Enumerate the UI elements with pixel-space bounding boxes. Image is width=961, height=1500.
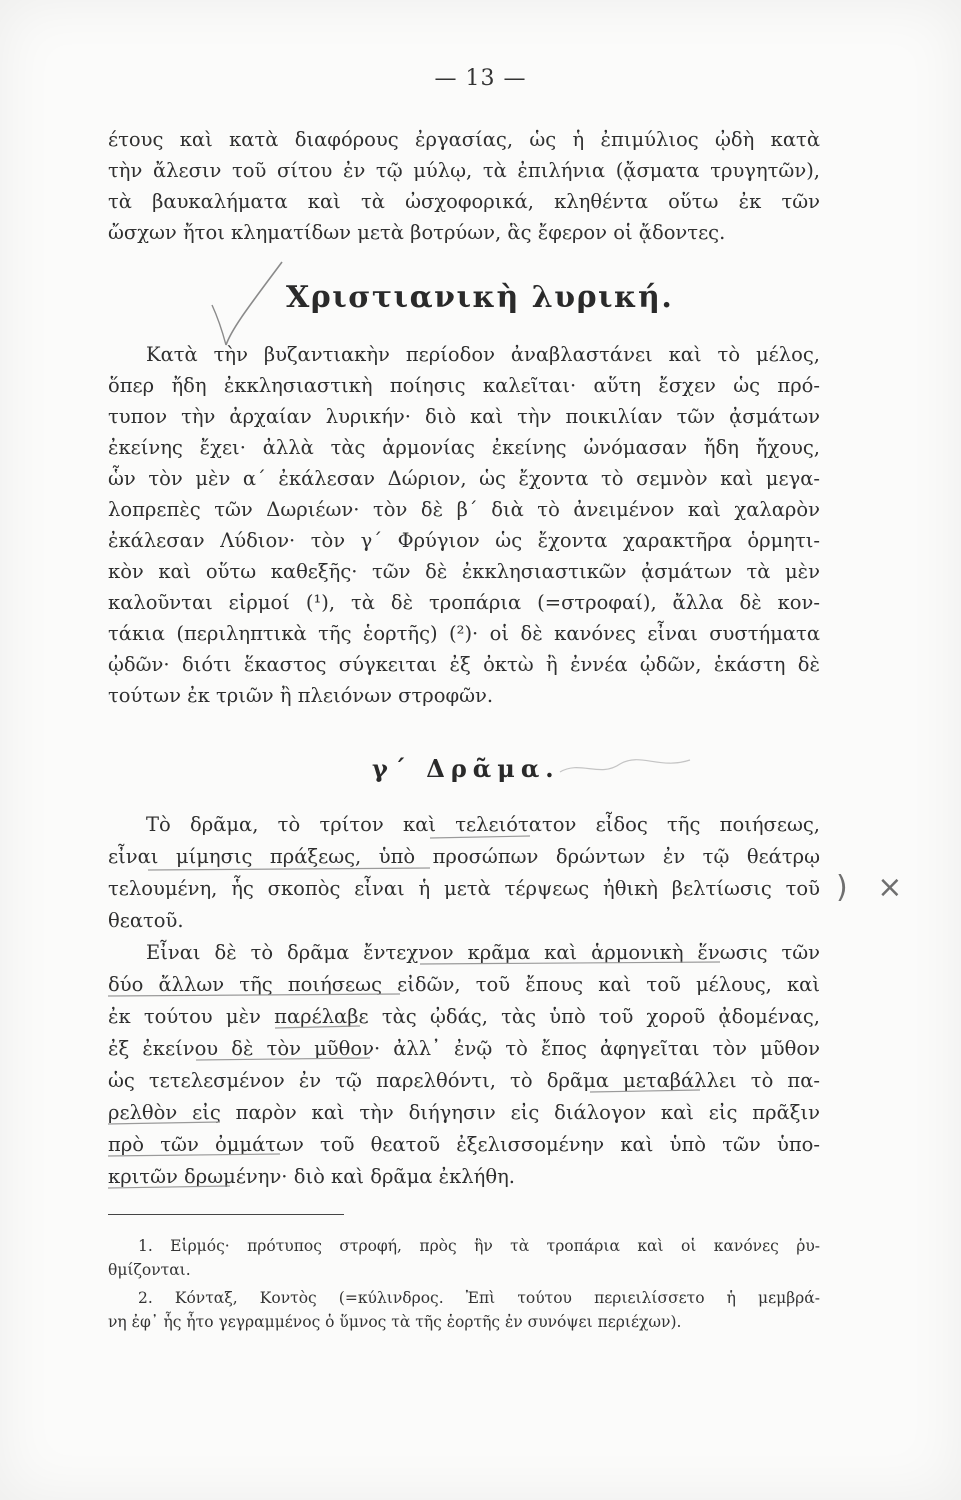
text-line: ὡς τετελεσμένον ἐν τῷ παρελθόντι, τὸ δρᾶμα μεταβάλλει τὸ πα- bbox=[108, 1069, 820, 1092]
text-line: Κατὰ τὴν βυζαντιακὴν περίοδον ἀναβλαστάνει καὶ τὸ μέλος, bbox=[146, 343, 820, 366]
text-line: καλοῦνται εἱρμοί (¹), τὰ δὲ τροπάρια (=στροφαί), ἄλλα δὲ κον- bbox=[108, 591, 820, 614]
section-heading-drama: γ΄ Δρᾶμα. bbox=[372, 754, 560, 783]
text-line: ἐκ τούτου μὲν παρέλαβε τὰς ᾠδάς, τὰς ὑπὸ τοῦ χοροῦ ᾀδομένας, bbox=[108, 1005, 820, 1028]
text-line: Εἶναι δὲ τὸ δρᾶμα ἔντεχνον κρᾶμα καὶ ἁρμονικὴ ἕνωσις τῶν bbox=[146, 941, 820, 964]
text-line: πρὸ τῶν ὀμμάτων τοῦ θεατοῦ ἐξελισσομένην καὶ ὑπὸ τῶν ὑπο- bbox=[108, 1133, 820, 1156]
section-heading-christian-lyric: Χριστιανικὴ λυρική. bbox=[286, 280, 674, 315]
text-line: εἶναι μίμησις πράξεως, ὑπὸ προσώπων δρώντων ἐν τῷ θεάτρῳ bbox=[108, 845, 820, 868]
footnote-line: νη ἐφ᾽ ἧς ἦτο γεγραμμένος ὁ ὕμνος τὰ τῆς ἑορτῆς ἐν συνόψει περιέχων). bbox=[108, 1313, 682, 1331]
text-line: ὅπερ ἤδη ἐκκλησιαστικὴ ποίησις καλεῖται· αὕτη ἔσχεν ὡς πρό- bbox=[108, 374, 820, 397]
text-line: ὤσχων ἤτοι κληματίδων μετὰ βοτρύων, ἃς ἔφερον οἱ ᾄδοντες. bbox=[108, 221, 726, 244]
footnote-line: 2. Κόνταξ, Κοντὸς (=κύλινδρος. Ἐπὶ τούτου περιειλίσσετο ἡ μεμβρά- bbox=[138, 1289, 820, 1307]
text-line: τὰ βαυκαλήματα καὶ τὰ ὠσχοφορικά, κληθέντα οὕτω ἐκ τῶν bbox=[108, 190, 820, 213]
text-line: ἐκάλεσαν Λύδιον· τὸν γ΄ Φρύγιον ὡς ἔχοντα χαρακτῆρα ὁρμητι- bbox=[108, 529, 820, 552]
text-line: Τὸ δρᾶμα, τὸ τρίτον καὶ τελειότατον εἶδος τῆς ποιήσεως, bbox=[146, 813, 820, 836]
text-line: δύο ἄλλων τῆς ποιήσεως εἰδῶν, τοῦ ἔπους καὶ τοῦ μέλους, καὶ bbox=[108, 973, 820, 996]
text-line: έτους καὶ κατὰ διαφόρους ἐργασίας, ὡς ἡ ἐπιμύλιος ᾠδὴ κατὰ bbox=[108, 128, 820, 151]
faint-pencil-scribble bbox=[560, 760, 690, 772]
text-line: τάκια (περιληπτικὰ τῆς ἑορτῆς) (²)· οἱ δὲ κανόνες εἶναι συστήματα bbox=[108, 622, 820, 645]
text-line: κριτῶν δρωμένην· διὸ καὶ δρᾶμα ἐκλήθη. bbox=[108, 1165, 515, 1188]
text-line: κὸν καὶ οὕτω καθεξῆς· τῶν δὲ ἐκκλησιαστικῶν ᾀσμάτων τὰ μὲν bbox=[108, 560, 820, 583]
page-number: — 13 — bbox=[434, 66, 527, 91]
text-line: ὧν τὸν μὲν α΄ ἐκάλεσαν Δώριον, ὡς ἔχοντα τὸ σεμνὸν καὶ μεγα- bbox=[108, 467, 820, 490]
footnote-divider bbox=[108, 1214, 344, 1215]
text-line: τὴν ἄλεσιν τοῦ σίτου ἐν τῷ μύλῳ, τὰ ἐπιλήνια (ᾄσματα τρυγητῶν), bbox=[108, 159, 820, 182]
text-line: τελουμένη, ἧς σκοπὸς εἶναι ἡ μετὰ τέρψεως ἠθικὴ βελτίωσις τοῦ bbox=[108, 877, 820, 900]
text-line: τυπον τὴν ἀρχαίαν λυρικήν· διὸ καὶ τὴν ποικιλίαν τῶν ᾀσμάτων bbox=[108, 405, 820, 428]
text-line: τούτων ἐκ τριῶν ἢ πλειόνων στροφῶν. bbox=[108, 684, 494, 707]
footnote-line: 1. Εἱρμός· πρότυπος στροφή, πρὸς ἣν τὰ τροπάρια καὶ οἱ κανόνες ῥυ- bbox=[138, 1237, 820, 1255]
pencil-check-mark bbox=[226, 262, 282, 345]
text-line: ἐξ ἐκείνου δὲ τὸν μῦθον· ἀλλ᾽ ἐνῷ τὸ ἔπος ἀφηγεῖται τὸν μῦθον bbox=[108, 1037, 820, 1060]
text-line: ρελθὸν εἰς παρὸν καὶ τὴν διήγησιν εἰς διάλογον καὶ εἰς πρᾶξιν bbox=[108, 1101, 820, 1124]
text-line: λοπρεπὲς τῶν Δωριέων· τὸν δὲ β΄ διὰ τὸ ἀνειμένον καὶ χαλαρὸν bbox=[108, 498, 820, 521]
margin-mark: ) × bbox=[836, 870, 913, 905]
text-line: ᾠδῶν· διότι ἕκαστος σύγκειται ἐξ ὀκτὼ ἢ ἐννέα ᾠδῶν, ἑκάστη δὲ bbox=[108, 653, 820, 676]
text-line: θεατοῦ. bbox=[108, 909, 184, 932]
footnote-line: θμίζονται. bbox=[108, 1261, 191, 1279]
pencil-check-mark-tail bbox=[212, 305, 226, 345]
text-line: ἐκείνης ἔχει· ἀλλὰ τὰς ἁρμονίας ἐκείνης ὠνόμασαν ἤδη ἤχους, bbox=[108, 436, 820, 459]
